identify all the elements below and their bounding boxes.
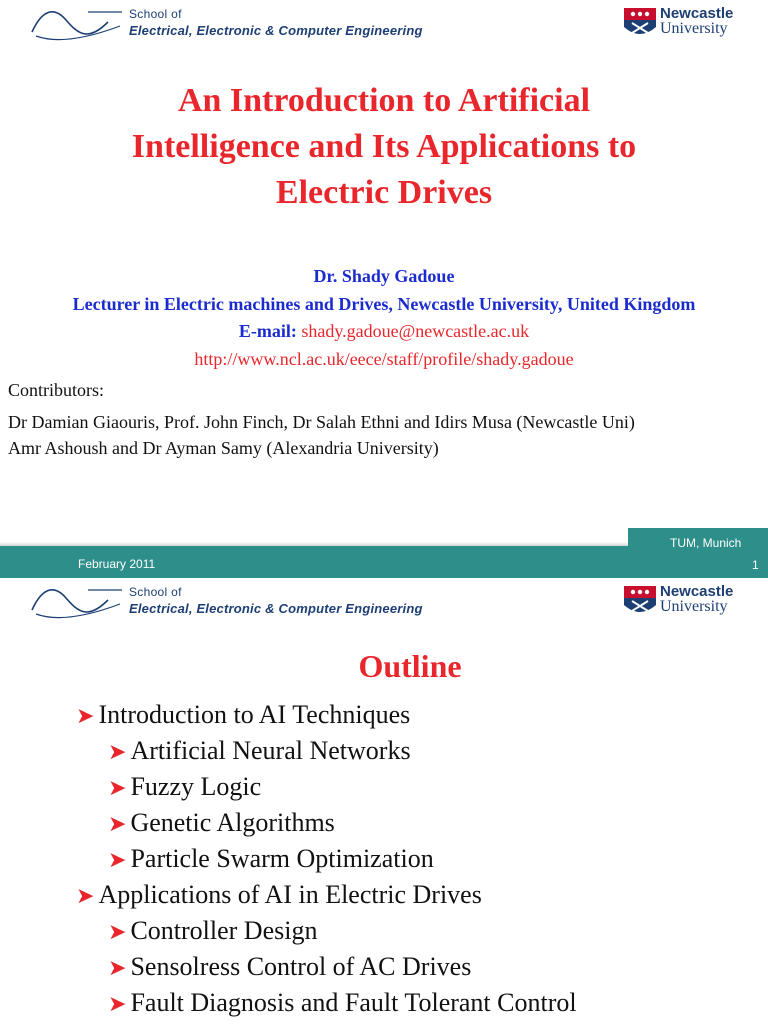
outline-slide [0, 578, 768, 1024]
author-affiliation: Lecturer in Electric machines and Drives, Newcastle University, United Kingdom [72, 294, 696, 314]
list-item [108, 988, 577, 1018]
bullet-arrow-icon: ➤ [108, 847, 127, 872]
list-item-text: Artificial Neural Networks [130, 736, 411, 765]
contributors-heading: Contributors: [8, 380, 105, 400]
list-item-text: Introduction to AI Techniques [98, 700, 411, 729]
list-item [108, 736, 411, 766]
bullet-arrow-icon: ➤ [76, 883, 95, 908]
list-item [108, 772, 261, 802]
university-crest-icon [623, 585, 657, 617]
bullet-arrow-icon: ➤ [108, 739, 127, 764]
list-item [76, 700, 410, 730]
university-crest-icon [623, 7, 657, 39]
list-item [108, 952, 471, 982]
list-item-text: Controller Design [130, 916, 318, 945]
bullet-arrow-icon: ➤ [108, 775, 127, 800]
list-item [108, 844, 434, 874]
bullet-arrow-icon: ➤ [108, 991, 127, 1016]
author-name: Dr. Shady Gadoue [313, 266, 455, 286]
title-line-2: Intelligence and Its Applications to [131, 128, 637, 165]
school-name: Electrical, Electronic & Computer Engineering [129, 23, 423, 38]
footer-page-number: 1 [752, 558, 759, 572]
list-item [108, 916, 317, 946]
email-label: E-mail: [238, 321, 297, 341]
university-name-line1: Newcastle [660, 583, 734, 600]
school-of-label: School of [129, 585, 182, 599]
slide-header [0, 578, 768, 624]
title-line-1: An Introduction to Artificial [177, 82, 591, 119]
slide-header [0, 0, 768, 46]
slide-title [0, 78, 768, 216]
list-item-text: Genetic Algorithms [130, 808, 335, 837]
university-name-line2: University [660, 20, 728, 37]
school-logo-icon [28, 580, 124, 624]
list-item-text: Fault Diagnosis and Fault Tolerant Control [130, 988, 577, 1017]
outline-title: Outline [358, 648, 462, 684]
email-address[interactable]: shady.gadoue@newcastle.ac.uk [301, 321, 530, 341]
list-item-text: Fuzzy Logic [130, 772, 262, 801]
school-name: Electrical, Electronic & Computer Engineering [129, 601, 423, 616]
list-item-text: Particle Swarm Optimization [130, 844, 434, 873]
university-name-line1: Newcastle [660, 5, 734, 22]
title-line-3: Electric Drives [275, 174, 493, 211]
school-logo-icon [28, 2, 124, 46]
bullet-arrow-icon: ➤ [108, 811, 127, 836]
profile-url[interactable]: http://www.ncl.ac.uk/eece/staff/profile/shady.gadoue [194, 349, 574, 369]
school-of-label: School of [129, 7, 182, 21]
contributors-line-1: Dr Damian Giaouris, Prof. John Finch, Dr Salah Ethni and Idirs Musa (Newcastle Uni) [8, 412, 635, 432]
university-name-line2: University [660, 598, 728, 615]
footer-place: TUM, Munich [670, 536, 742, 550]
contributors-line-2: Amr Ashoush and Dr Ayman Samy (Alexandria University) [8, 438, 439, 458]
list-item [108, 808, 335, 838]
list-item-text: Sensolress Control of AC Drives [130, 952, 472, 981]
list-item-text: Applications of AI in Electric Drives [98, 880, 482, 909]
bullet-arrow-icon: ➤ [76, 703, 95, 728]
bullet-arrow-icon: ➤ [108, 919, 127, 944]
list-item [76, 880, 482, 910]
bullet-arrow-icon: ➤ [108, 955, 127, 980]
footer-date: February 2011 [78, 557, 156, 571]
email-line [0, 321, 768, 342]
